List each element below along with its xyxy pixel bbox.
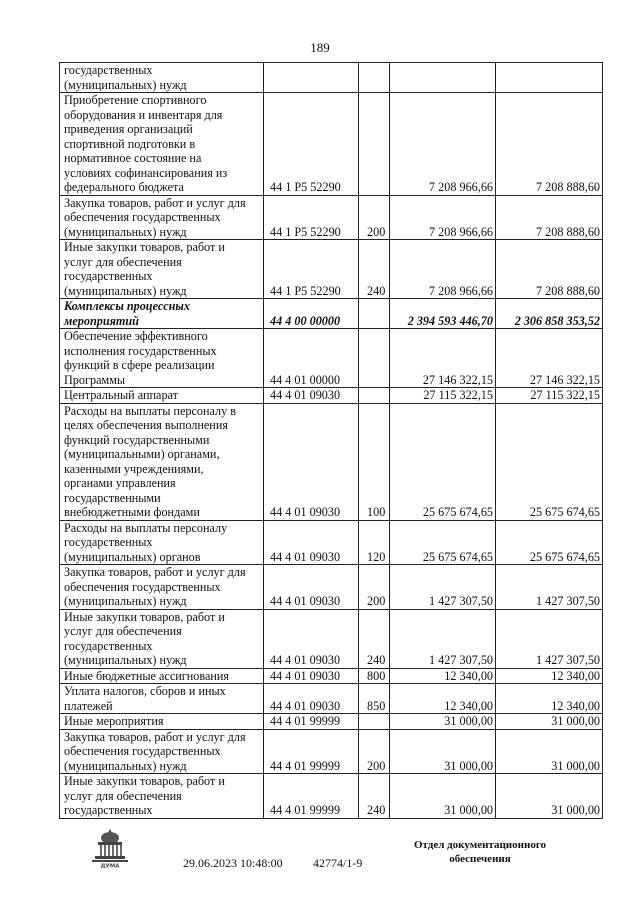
duma-emblem-icon	[86, 826, 134, 868]
table-row	[60, 63, 603, 93]
row-type-cell: 240	[359, 240, 390, 299]
row-type-cell	[359, 299, 390, 329]
table-row	[60, 729, 603, 774]
row-code-cell: 44 4 00 00000	[264, 299, 359, 329]
row-type-cell	[359, 388, 390, 404]
row-name-cell: Расходы на выплаты персоналу государственных (муниципальных) органов	[60, 520, 264, 565]
row-name-cell: Обеспечение эффективного исполнения государственных функций в сфере реализации Программы	[60, 329, 264, 388]
row-name-cell: Приобретение спортивного оборудования и инвентаря для приведения организаций спортивной подготовки в нормативное состояние на условиях софинансирования из федерального бюджета	[60, 93, 264, 196]
row-code-cell: 44 4 01 09030	[264, 609, 359, 668]
row-value-2-cell: 1 427 307,50	[496, 565, 603, 610]
row-name-cell: Иные закупки товаров, работ и услуг для обеспечения государственных (муниципальных) нужд	[60, 609, 264, 668]
table-row	[60, 329, 603, 388]
row-value-1-cell: 31 000,00	[390, 729, 496, 774]
row-code-cell: 44 4 01 00000	[264, 329, 359, 388]
row-code-cell	[264, 63, 359, 93]
row-name-cell: Иные бюджетные ассигнования	[60, 668, 264, 684]
row-name-cell: Закупка товаров, работ и услуг для обеспечения государственных (муниципальных) нужд	[60, 729, 264, 774]
row-value-1-cell: 25 675 674,65	[390, 403, 496, 520]
footer-department: Отдел документационного обеспечения	[413, 839, 547, 865]
row-type-cell: 200	[359, 729, 390, 774]
table-row	[60, 240, 603, 299]
row-value-2-cell: 2 306 858 353,52	[496, 299, 603, 329]
row-code-cell: 44 4 01 99999	[264, 729, 359, 774]
table-row	[60, 684, 603, 714]
row-value-1-cell: 1 427 307,50	[390, 565, 496, 610]
row-name-cell: Расходы на выплаты персоналу в целях обеспечения выполнения функций государственными (муниципальными) органами, казенными учреждениями, органами управления государственными внебюджетными фондами	[60, 403, 264, 520]
table-row	[60, 668, 603, 684]
table-row	[60, 714, 603, 730]
table-row	[60, 195, 603, 240]
row-name-cell: Комплексы процессных мероприятий	[60, 299, 264, 329]
row-code-cell: 44 4 01 09030	[264, 388, 359, 404]
page-number: 189	[310, 40, 330, 55]
row-value-2-cell: 27 146 322,15	[496, 329, 603, 388]
row-value-1-cell: 2 394 593 446,70	[390, 299, 496, 329]
table-row	[60, 520, 603, 565]
table-row	[60, 388, 603, 404]
row-type-cell: 800	[359, 668, 390, 684]
row-value-1-cell: 27 115 322,15	[390, 388, 496, 404]
row-value-2-cell: 7 208 888,60	[496, 240, 603, 299]
row-code-cell: 44 4 01 09030	[264, 668, 359, 684]
row-type-cell: 200	[359, 565, 390, 610]
row-value-2-cell: 7 208 888,60	[496, 93, 603, 196]
row-value-2-cell: 12 340,00	[496, 684, 603, 714]
row-name-cell: Иные мероприятия	[60, 714, 264, 730]
row-name-cell: Центральный аппарат	[60, 388, 264, 404]
budget-table	[59, 62, 603, 819]
row-value-1-cell: 7 208 966,66	[390, 93, 496, 196]
row-value-1-cell: 1 427 307,50	[390, 609, 496, 668]
row-name-cell: государственных (муниципальных) нужд	[60, 63, 264, 93]
table-row	[60, 299, 603, 329]
row-value-2-cell: 1 427 307,50	[496, 609, 603, 668]
footer-document-number: 42774/1-9	[313, 856, 363, 870]
svg-text:ДУМА: ДУМА	[100, 863, 120, 868]
row-type-cell: 240	[359, 774, 390, 819]
row-value-2-cell: 27 115 322,15	[496, 388, 603, 404]
row-value-2-cell	[496, 63, 603, 93]
row-value-2-cell: 25 675 674,65	[496, 520, 603, 565]
row-code-cell: 44 1 P5 52290	[264, 195, 359, 240]
row-type-cell: 200	[359, 195, 390, 240]
row-type-cell: 240	[359, 609, 390, 668]
row-value-1-cell: 12 340,00	[390, 684, 496, 714]
row-type-cell	[359, 714, 390, 730]
row-type-cell	[359, 63, 390, 93]
row-name-cell: Иные закупки товаров, работ и услуг для обеспечения государственных	[60, 774, 264, 819]
row-value-1-cell	[390, 63, 496, 93]
row-value-1-cell: 31 000,00	[390, 714, 496, 730]
row-name-cell: Закупка товаров, работ и услуг для обеспечения государственных (муниципальных) нужд	[60, 565, 264, 610]
row-value-2-cell: 25 675 674,65	[496, 403, 603, 520]
table-row	[60, 565, 603, 610]
row-code-cell: 44 4 01 09030	[264, 565, 359, 610]
row-value-1-cell: 25 675 674,65	[390, 520, 496, 565]
table-row	[60, 93, 603, 196]
row-name-cell: Закупка товаров, работ и услуг для обеспечения государственных (муниципальных) нужд	[60, 195, 264, 240]
row-type-cell: 850	[359, 684, 390, 714]
row-code-cell: 44 4 01 99999	[264, 714, 359, 730]
row-code-cell: 44 1 P5 52290	[264, 240, 359, 299]
row-value-1-cell: 7 208 966,66	[390, 195, 496, 240]
row-code-cell: 44 4 01 09030	[264, 520, 359, 565]
row-code-cell: 44 4 01 99999	[264, 774, 359, 819]
row-name-cell: Уплата налогов, сборов и иных платежей	[60, 684, 264, 714]
table-row	[60, 609, 603, 668]
row-type-cell	[359, 329, 390, 388]
row-value-1-cell: 7 208 966,66	[390, 240, 496, 299]
table-row	[60, 774, 603, 819]
row-value-2-cell: 31 000,00	[496, 774, 603, 819]
row-value-2-cell: 31 000,00	[496, 714, 603, 730]
row-name-cell: Иные закупки товаров, работ и услуг для обеспечения государственных (муниципальных) нужд	[60, 240, 264, 299]
footer-datetime: 29.06.2023 10:48:00	[183, 856, 283, 870]
row-code-cell: 44 4 01 09030	[264, 403, 359, 520]
row-type-cell: 120	[359, 520, 390, 565]
row-code-cell: 44 4 01 09030	[264, 684, 359, 714]
row-code-cell: 44 1 P5 52290	[264, 93, 359, 196]
row-value-2-cell: 12 340,00	[496, 668, 603, 684]
table-row	[60, 403, 603, 520]
budget-table-body	[60, 63, 603, 819]
row-value-2-cell: 31 000,00	[496, 729, 603, 774]
row-value-1-cell: 12 340,00	[390, 668, 496, 684]
row-value-1-cell: 31 000,00	[390, 774, 496, 819]
row-type-cell	[359, 93, 390, 196]
row-value-2-cell: 7 208 888,60	[496, 195, 603, 240]
row-value-1-cell: 27 146 322,15	[390, 329, 496, 388]
row-type-cell: 100	[359, 403, 390, 520]
